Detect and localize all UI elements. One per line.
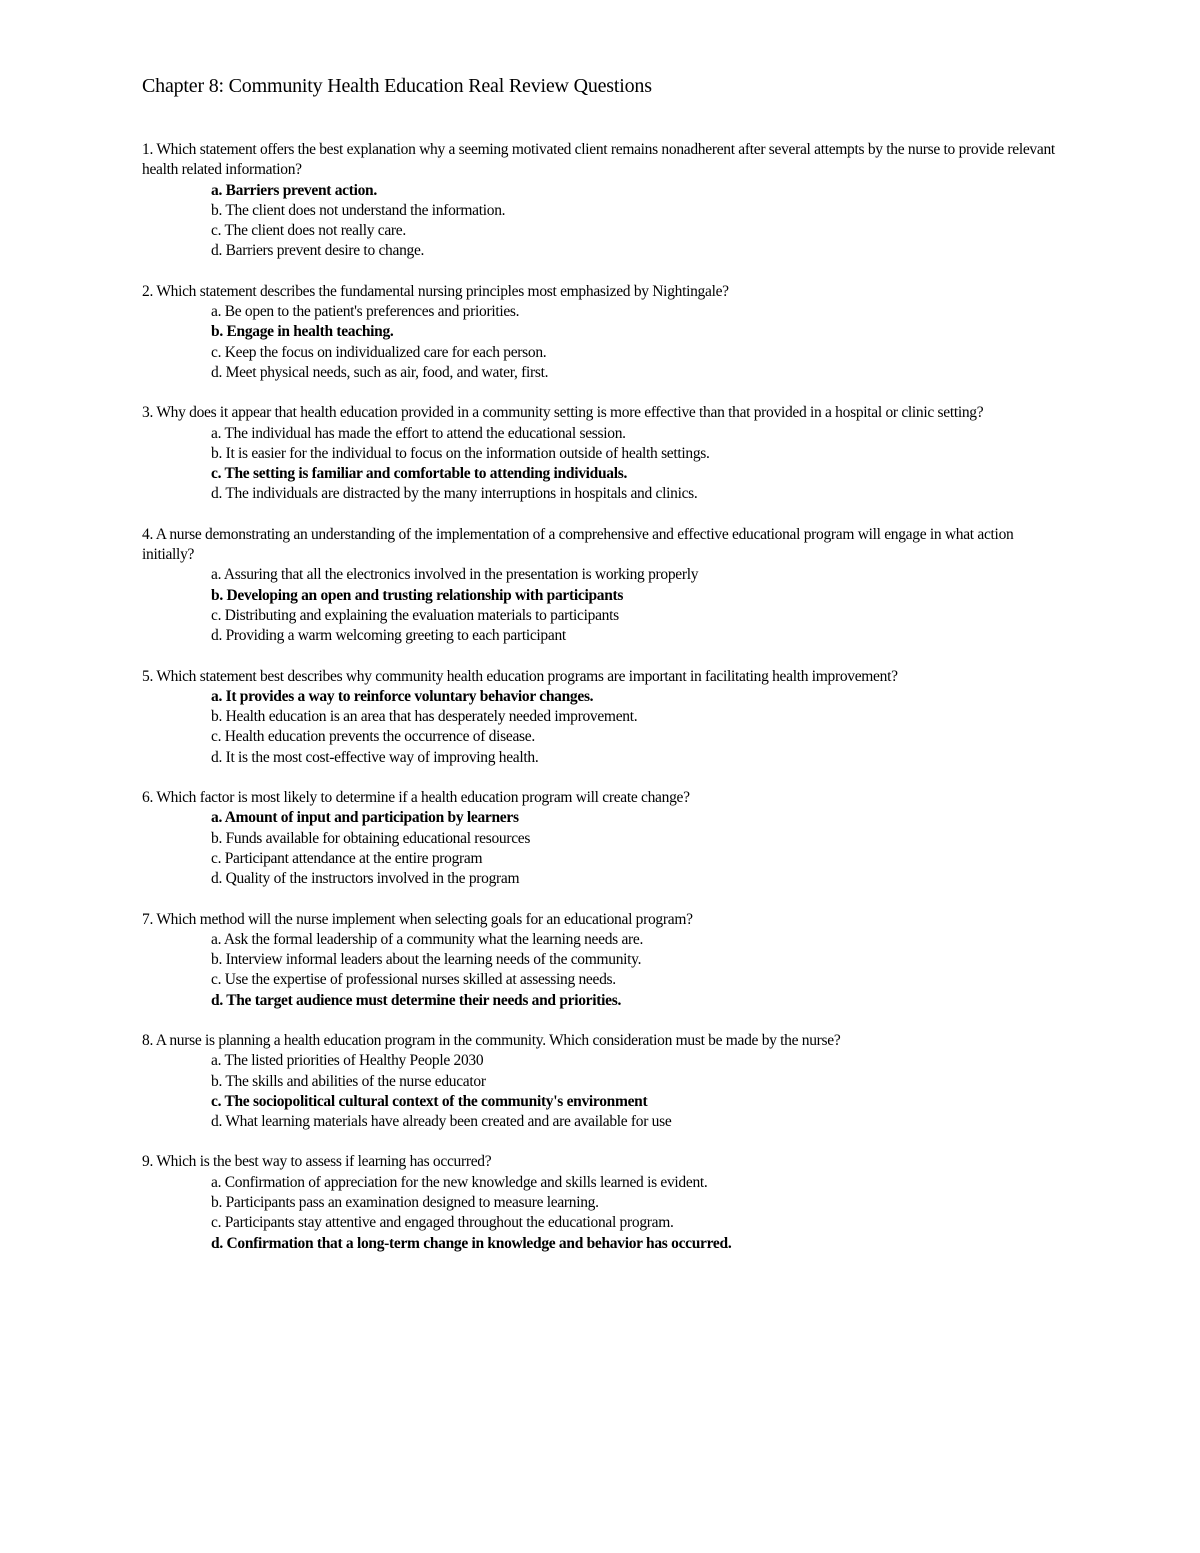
correct-answer-option: b. Engage in health teaching. <box>211 323 394 341</box>
question-item <box>142 403 1062 504</box>
question-item <box>142 1031 1062 1132</box>
question-text: 8. A nurse is planning a health education program in the community. Which consideration must be made by the nurse? <box>142 1031 841 1049</box>
answer-option: d. Providing a warm welcoming greeting to each participant <box>211 627 566 645</box>
answer-option: b. Funds available for obtaining educational resources <box>211 829 531 847</box>
question-item <box>142 140 1062 262</box>
document-title: Chapter 8: Community Health Education Real Review Questions <box>142 75 652 97</box>
answer-option: c. Health education prevents the occurrence of disease. <box>211 728 535 746</box>
correct-answer-option: a. Amount of input and participation by learners <box>211 809 519 827</box>
question-text: 2. Which statement describes the fundamental nursing principles most emphasized by Nightingale? <box>142 282 729 300</box>
answer-option: c. Participant attendance at the entire program <box>211 849 483 867</box>
question-item <box>142 525 1062 647</box>
correct-answer-option: d. Confirmation that a long-term change in knowledge and behavior has occurred. <box>211 1234 732 1252</box>
answer-options <box>142 930 1062 1011</box>
answer-options <box>142 181 1062 262</box>
answer-option: b. Health education is an area that has desperately needed improvement. <box>211 708 638 726</box>
question-text: 5. Which statement best describes why community health education programs are important in facilitating health improvement? <box>142 667 898 685</box>
answer-option: a. The listed priorities of Healthy People 2030 <box>211 1052 484 1070</box>
correct-answer-option: c. The setting is familiar and comfortable to attending individuals. <box>211 465 628 483</box>
answer-option: d. Meet physical needs, such as air, food, and water, first. <box>211 363 549 381</box>
correct-answer-option: c. The sociopolitical cultural context of the community's environment <box>211 1092 648 1110</box>
answer-option: d. The individuals are distracted by the many interruptions in hospitals and clinics. <box>211 485 698 503</box>
answer-option: d. It is the most cost-effective way of improving health. <box>211 748 539 766</box>
answer-options <box>142 565 1062 646</box>
answer-option: b. The client does not understand the information. <box>211 201 506 219</box>
question-text: 6. Which factor is most likely to determine if a health education program will create change? <box>142 789 690 807</box>
answer-options <box>142 424 1062 505</box>
answer-options <box>142 687 1062 768</box>
question-text: 4. A nurse demonstrating an understanding of the implementation of a comprehensive and effective educational program will engage in what action initially? <box>142 525 1014 564</box>
correct-answer-option: b. Developing an open and trusting relationship with participants <box>211 586 624 604</box>
question-item <box>142 667 1062 768</box>
answer-option: a. Ask the formal leadership of a community what the learning needs are. <box>211 930 644 948</box>
answer-option: d. Quality of the instructors involved in the program <box>211 870 520 888</box>
answer-options <box>142 302 1062 383</box>
answer-option: a. Confirmation of appreciation for the new knowledge and skills learned is evident. <box>211 1173 708 1191</box>
answer-option: d. Barriers prevent desire to change. <box>211 242 425 260</box>
question-text: 3. Why does it appear that health education provided in a community setting is more effective than that provided in a hospital or clinic setting? <box>142 404 984 422</box>
question-text: 9. Which is the best way to assess if learning has occurred? <box>142 1153 492 1171</box>
question-text: 7. Which method will the nurse implement when selecting goals for an educational program? <box>142 910 693 928</box>
answer-options <box>142 808 1062 889</box>
answer-option: d. What learning materials have already been created and are available for use <box>211 1113 672 1131</box>
answer-option: c. Use the expertise of professional nurses skilled at assessing needs. <box>211 971 616 989</box>
question-item <box>142 910 1062 1011</box>
answer-option: a. Be open to the patient's preferences and priorities. <box>211 303 520 321</box>
answer-option: b. The skills and abilities of the nurse educator <box>211 1072 486 1090</box>
answer-option: c. Distributing and explaining the evaluation materials to participants <box>211 606 619 624</box>
question-item <box>142 282 1062 383</box>
correct-answer-option: a. It provides a way to reinforce voluntary behavior changes. <box>211 687 594 705</box>
question-list <box>142 140 1062 1254</box>
question-text: 1. Which statement offers the best explanation why a seeming motivated client remains nonadherent after several attempts by the nurse to provide relevant health related information? <box>142 141 1055 179</box>
answer-option: b. Participants pass an examination designed to measure learning. <box>211 1194 599 1212</box>
answer-option: b. It is easier for the individual to focus on the information outside of health settings. <box>211 444 710 462</box>
answer-option: c. The client does not really care. <box>211 222 406 240</box>
answer-options <box>142 1173 1062 1254</box>
answer-options <box>142 1051 1062 1132</box>
answer-option: b. Interview informal leaders about the learning needs of the community. <box>211 951 642 969</box>
correct-answer-option: a. Barriers prevent action. <box>211 181 377 199</box>
answer-option: c. Keep the focus on individualized care for each person. <box>211 343 547 361</box>
document-page <box>142 72 1062 1274</box>
correct-answer-option: d. The target audience must determine their needs and priorities. <box>211 991 622 1009</box>
answer-option: c. Participants stay attentive and engaged throughout the educational program. <box>211 1214 674 1232</box>
question-item <box>142 1152 1062 1253</box>
answer-option: a. Assuring that all the electronics involved in the presentation is working properly <box>211 566 699 584</box>
answer-option: a. The individual has made the effort to attend the educational session. <box>211 424 626 442</box>
question-item <box>142 788 1062 889</box>
